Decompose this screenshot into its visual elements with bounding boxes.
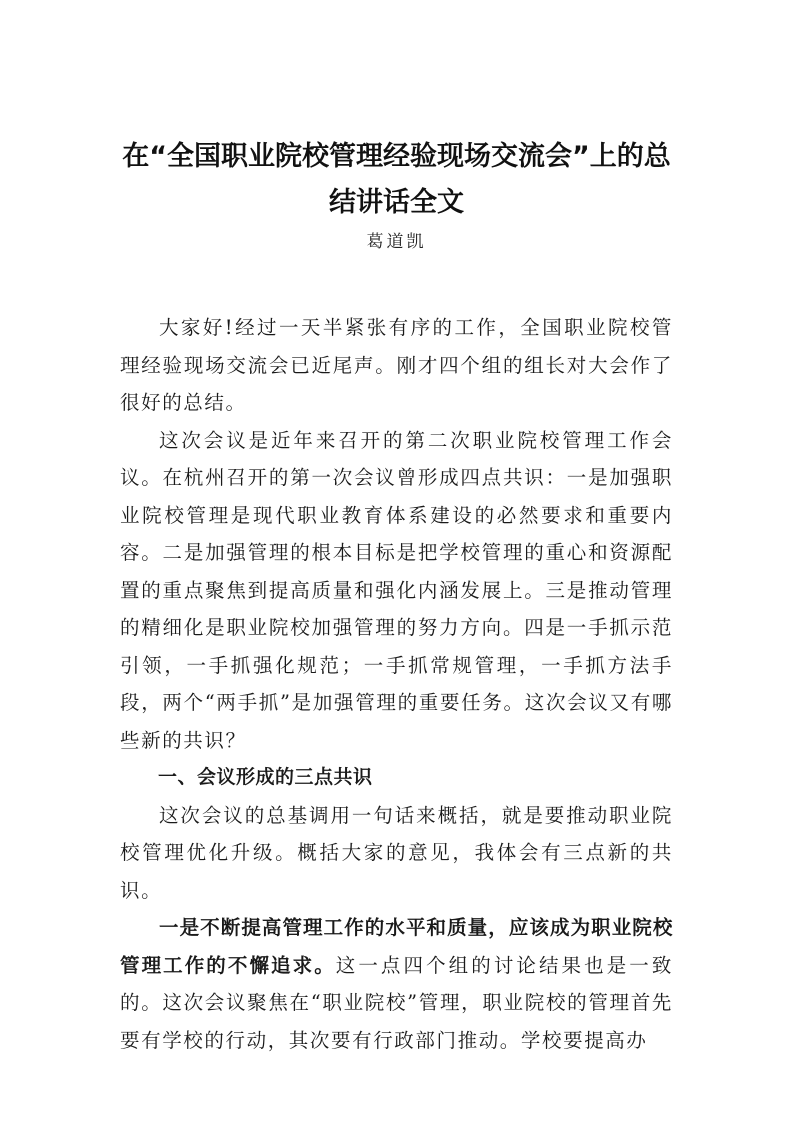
- first-consensus-bold: 一是不断提高管理工作的水平和质量，应该成为职业院校管理工作的不懈追求。: [120, 916, 673, 977]
- paragraph-first-consensus: [120, 909, 673, 1059]
- section-heading: 一、会议形成的三点共识: [158, 766, 373, 788]
- paragraph-greeting: 大家好!经过一天半紧张有序的工作，全国职业院校管理经验现场交流会已近尾声。刚才四个组的组长对大会作了很好的总结。: [120, 316, 673, 414]
- document-body: [120, 309, 673, 1059]
- first-consensus-text: 这一点四个组的讨论结果也是一致的。这次会议聚焦在“职业院校”管理，职业院校的管理首先要有学校的行动，其次要有行政部门推动。学校要提高办: [120, 953, 673, 1052]
- document-title: 在“全国职业院校管理经验现场交流会”上的总结讲话全文: [122, 141, 671, 218]
- paragraph-summary: 这次会议的总基调用一句话来概括，就是要推动职业院校管理优化升级。概括大家的意见，我体会有三点新的共识。: [120, 803, 673, 902]
- paragraph-previous-meeting: 这次会议是近年来召开的第二次职业院校管理工作会议。在杭州召开的第一次会议曾形成四点共识：一是加强职业院校管理是现代职业教育体系建设的必然要求和重要内容。二是加强管理的根本目标是把学校管理的重心和资源配置的重点聚焦到提高质量和强化内涵发展上。三是推动管理的精细化是职业院校加强管理的努力方向。四是一手抓示范引领，一手抓强化规范；一手抓常规管理，一手抓方法手段，两个“两手抓”是加强管理的重要任务。这次会议又有哪些新的共识？: [120, 428, 673, 752]
- author-name: 葛道凯: [366, 232, 427, 252]
